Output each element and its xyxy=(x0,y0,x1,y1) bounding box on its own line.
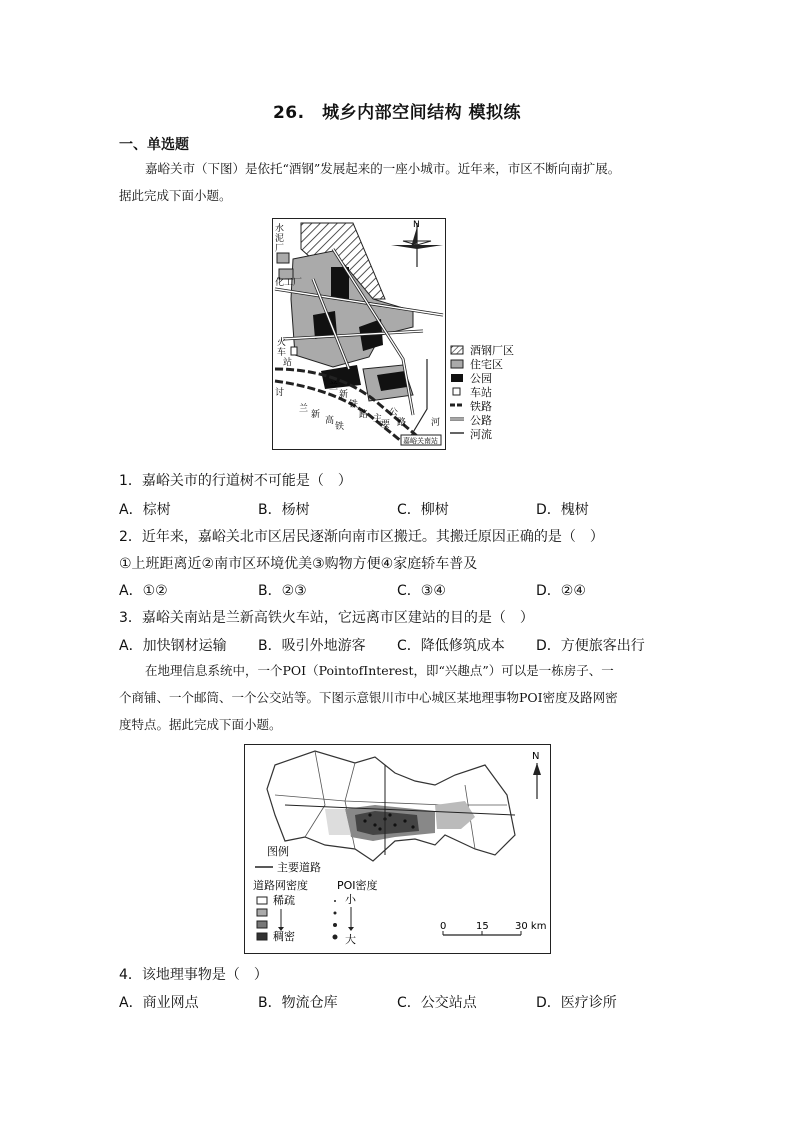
page-title: 26. 城乡内部空间结构 模拟练 xyxy=(272,103,522,123)
q2-option-b[interactable]: B．②③ xyxy=(258,583,307,599)
label-train-1: 火 xyxy=(277,338,287,348)
question-4-stem: 4．该地理事物是（ ） xyxy=(119,967,268,983)
label-road-4: 路 xyxy=(397,418,407,428)
q3-option-d[interactable]: D．方便旅客出行 xyxy=(536,638,645,654)
q1-option-d[interactable]: D．槐树 xyxy=(536,502,589,518)
map2-road-density-title: 道路网密度 xyxy=(253,879,308,892)
map2-poi-title: POI密度 xyxy=(337,879,378,892)
map2-sparse-label: 稀疏 xyxy=(273,894,295,907)
q4-option-b[interactable]: B．物流仓库 xyxy=(258,995,338,1011)
scale-30km: 30 km xyxy=(515,921,547,932)
legend-station: 车站 xyxy=(470,386,492,399)
intro2-line3: 度特点。据此完成下面小题。 xyxy=(119,717,282,732)
map2-north-label: N xyxy=(532,751,540,762)
scale-0: 0 xyxy=(440,921,447,932)
intro-paragraph-2 xyxy=(119,657,679,738)
q2-option-c[interactable]: C．③④ xyxy=(397,583,446,599)
label-lanxin-rail-4: 路 xyxy=(359,410,369,420)
q1-option-b[interactable]: B．杨树 xyxy=(258,502,310,518)
scale-15: 15 xyxy=(476,921,489,932)
label-lanxin-rail-2: 新 xyxy=(339,390,349,400)
q1-option-a[interactable]: A．棕树 xyxy=(119,502,171,518)
jiayuguan-map xyxy=(272,218,446,450)
map2-large-label: 大 xyxy=(345,933,356,946)
question-1-stem: 1．嘉峪关市的行道树不可能是（ ） xyxy=(119,473,352,489)
label-road-3: 公 xyxy=(389,408,399,418)
dense-zone xyxy=(355,811,419,835)
label-rail-2: 铁 xyxy=(335,422,345,432)
q3-option-c[interactable]: C．降低修筑成本 xyxy=(397,638,505,654)
intro-paragraph-1 xyxy=(119,155,679,209)
map2-road-label: 主要道路 xyxy=(277,861,321,874)
map1-legend xyxy=(450,343,550,447)
label-river: 河 xyxy=(431,418,441,428)
intro1-line1: 嘉峪关市（下图）是依托“酒钢”发展起来的一座小城市。近年来，市区不断向南扩展。 xyxy=(145,161,621,176)
question-2-statements: ①上班距离近②南市区环境优美③购物方便④家庭轿车普及 xyxy=(119,556,478,572)
legend-railway: 铁路 xyxy=(470,400,492,413)
yinchuan-poi-map xyxy=(244,744,551,954)
park-4 xyxy=(321,365,361,389)
intro1-line2: 据此完成下面小题。 xyxy=(119,188,232,203)
question-3-stem: 3．嘉峪关南站是兰新高铁火车站，它远离市区建站的目的是（ ） xyxy=(119,610,534,626)
label-train-3: 站 xyxy=(283,358,293,368)
map2-small-label: 小 xyxy=(345,893,356,906)
label-lanxin-1: 讨 xyxy=(275,388,285,398)
legend-residential: 住宅区 xyxy=(470,358,503,371)
label-road-2: 要 xyxy=(381,420,391,430)
q2-option-a[interactable]: A．①② xyxy=(119,583,168,599)
map2-legend-title: 图例 xyxy=(267,845,289,858)
q3-option-a[interactable]: A．加快钢材运输 xyxy=(119,638,227,654)
intro2-line2: 个商铺、一个邮筒、一个公交站等。下图示意银川市中心城区某地理事物POI密度及路网密 xyxy=(119,690,618,705)
q4-option-d[interactable]: D．医疗诊所 xyxy=(536,995,617,1011)
map1-north-label: N xyxy=(413,220,420,230)
label-lanxin-2: 兰 xyxy=(299,404,309,414)
legend-park: 公园 xyxy=(470,372,492,385)
legend-river: 河流 xyxy=(470,428,492,441)
label-lanxin-rail-1: 兰 xyxy=(329,382,339,392)
label-cement-1: 水 xyxy=(275,224,285,234)
section-heading: 一、单选题 xyxy=(119,137,189,153)
label-lanxin-rail-3: 铁 xyxy=(349,400,359,410)
q1-option-c[interactable]: C．柳树 xyxy=(397,502,449,518)
label-cement-3: 厂 xyxy=(275,244,285,254)
legend-highway: 公路 xyxy=(470,414,492,427)
cement-factory xyxy=(277,253,289,263)
intro2-line1: 在地理信息系统中，一个POI（PointofInterest，即“兴趣点”）可以是一栋房子、一 xyxy=(145,663,614,678)
question-2-stem: 2．近年来，嘉峪关北市区居民逐渐向南市区搬迁。其搬迁原因正确的是（ ） xyxy=(119,529,604,545)
jiayuguan-map-svg xyxy=(273,219,445,449)
map2-dense-label: 稠密 xyxy=(273,930,295,943)
map1-legend-svg xyxy=(450,343,550,443)
yinchuan-poi-map-svg xyxy=(245,745,550,953)
label-lanxin-3: 新 xyxy=(311,410,321,420)
label-train-2: 车 xyxy=(277,348,287,358)
label-road-1: 主 xyxy=(373,414,383,424)
legend-steel: 酒钢厂区 xyxy=(470,344,514,357)
label-rail-1: 高 xyxy=(325,416,335,426)
label-south-station: 嘉峪关南站 xyxy=(403,437,438,445)
q4-option-c[interactable]: C．公交站点 xyxy=(397,995,477,1011)
q2-option-d[interactable]: D．②④ xyxy=(536,583,586,599)
q3-option-b[interactable]: B．吸引外地游客 xyxy=(258,638,366,654)
label-chemical: 化工厂 xyxy=(275,278,303,288)
label-cement-2: 泥 xyxy=(275,234,285,244)
q4-option-a[interactable]: A．商业网点 xyxy=(119,995,199,1011)
